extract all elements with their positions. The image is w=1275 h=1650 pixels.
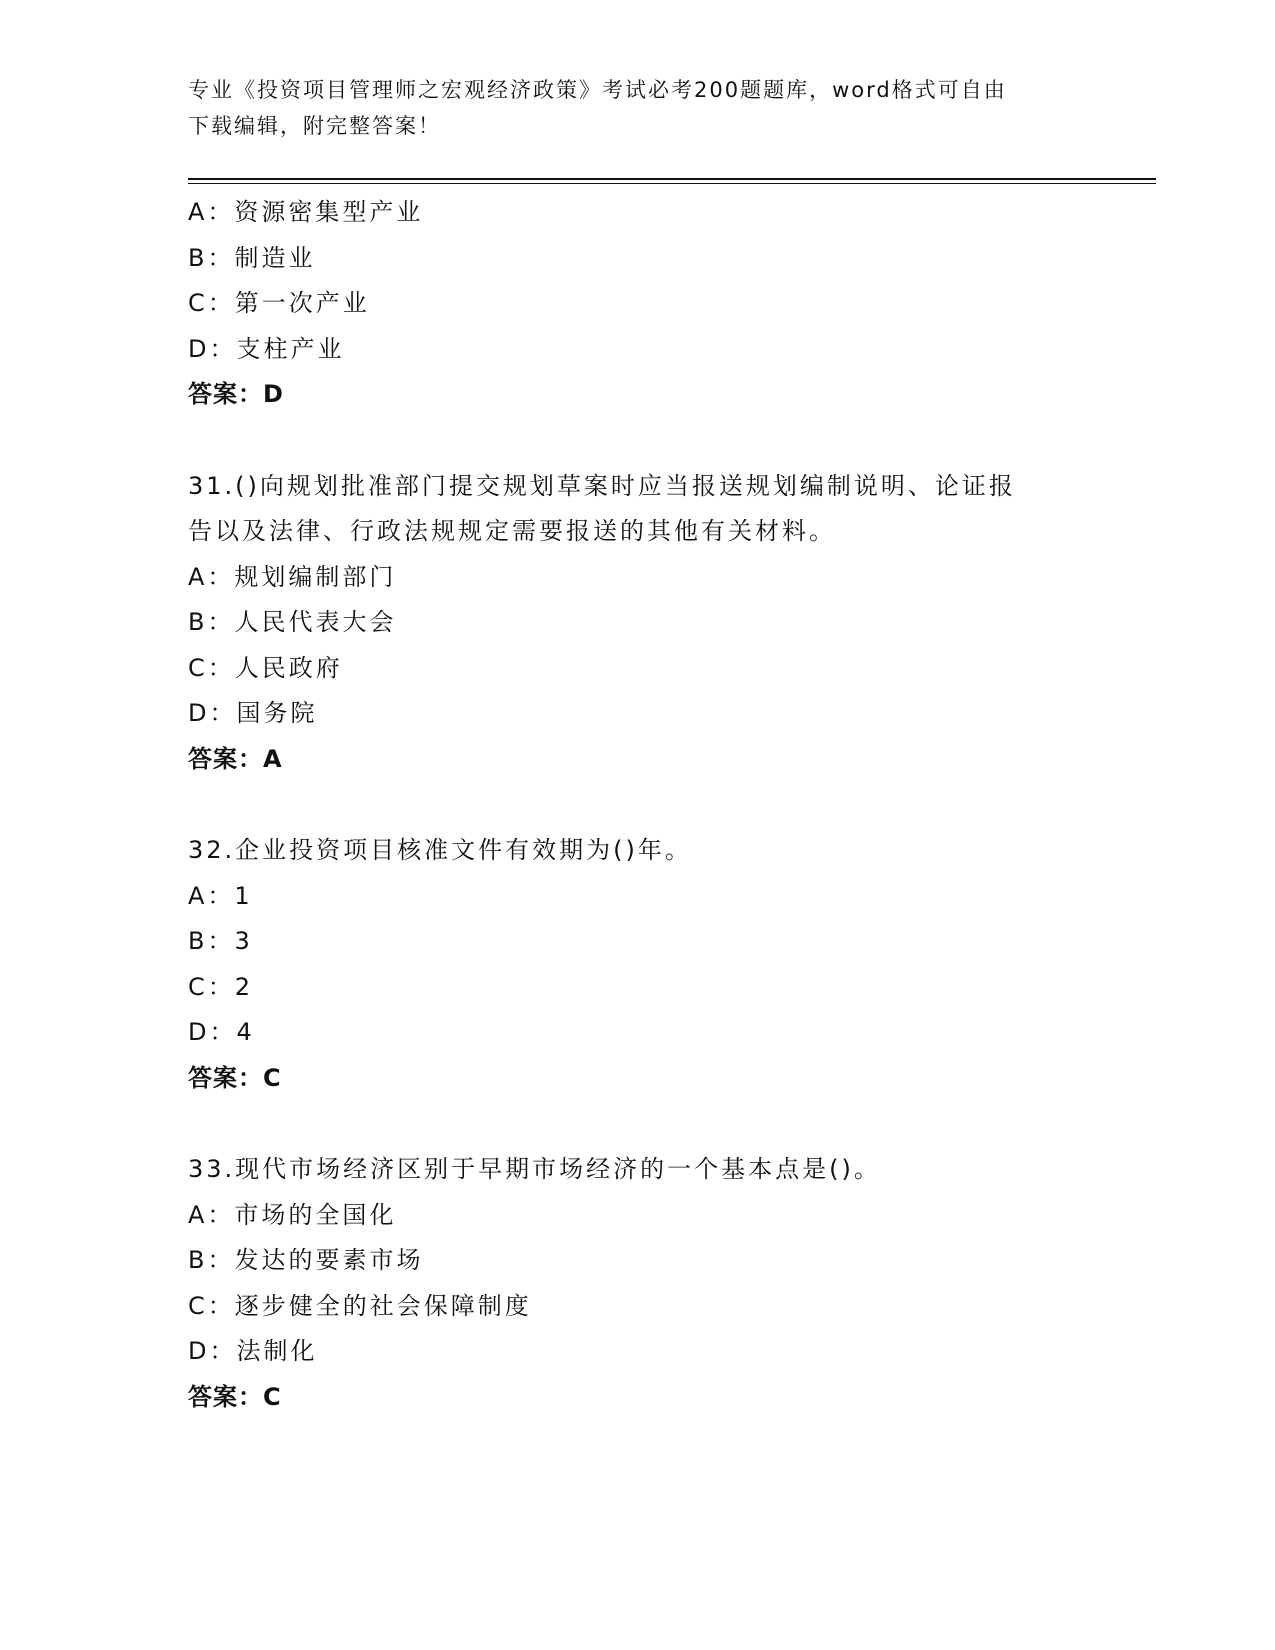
question-stem: 33.现代市场经济区别于早期市场经济的一个基本点是()。	[188, 1155, 881, 1183]
option-a: A：市场的全国化	[188, 1200, 397, 1229]
option-c: C：2	[188, 972, 254, 1001]
spacer	[188, 782, 1088, 828]
question-33	[188, 1147, 1088, 1420]
option-b: B：制造业	[188, 243, 316, 272]
spacer	[188, 418, 1088, 464]
option-c: C：逐步健全的社会保障制度	[188, 1291, 532, 1320]
option-d: D：支柱产业	[188, 334, 345, 363]
option-d: D：法制化	[188, 1337, 318, 1365]
header-line-1: 专业《投资项目管理师之宏观经济政策》考试必考200题题库，word格式可自由	[188, 78, 1007, 102]
answer: 答案：C	[188, 1382, 282, 1411]
option-a: A：1	[188, 881, 253, 910]
question-stem: 32.企业投资项目核准文件有效期为()年。	[188, 836, 692, 864]
answer: 答案：D	[188, 380, 284, 408]
question-32	[188, 828, 1088, 1101]
option-d: D：4	[188, 1018, 255, 1046]
header-line-2: 下载编辑，附完整答案！	[188, 114, 441, 138]
question-30	[188, 190, 1088, 418]
document-header	[188, 72, 1088, 144]
spacer	[188, 1101, 1088, 1147]
question-stem: 31.()向规划批准部门提交规划草案时应当报送规划编制说明、论证报	[188, 471, 1016, 500]
option-d: D：国务院	[188, 699, 318, 727]
option-a: A：资源密集型产业	[188, 198, 424, 226]
question-list	[188, 190, 1088, 1420]
option-b: B：人民代表大会	[188, 608, 397, 636]
option-b: B：发达的要素市场	[188, 1246, 424, 1274]
option-c: C：第一次产业	[188, 289, 370, 317]
header-rule-thin	[188, 183, 1156, 184]
option-a: A：规划编制部门	[188, 562, 397, 591]
question-stem-continued: 告以及法律、行政法规规定需要报送的其他有关材料。	[188, 517, 836, 545]
answer: 答案：A	[188, 744, 283, 773]
option-b: B：3	[188, 927, 253, 955]
option-c: C：人民政府	[188, 653, 343, 682]
answer: 答案：C	[188, 1063, 282, 1092]
question-31	[188, 464, 1088, 783]
header-rule-thick	[188, 178, 1156, 180]
